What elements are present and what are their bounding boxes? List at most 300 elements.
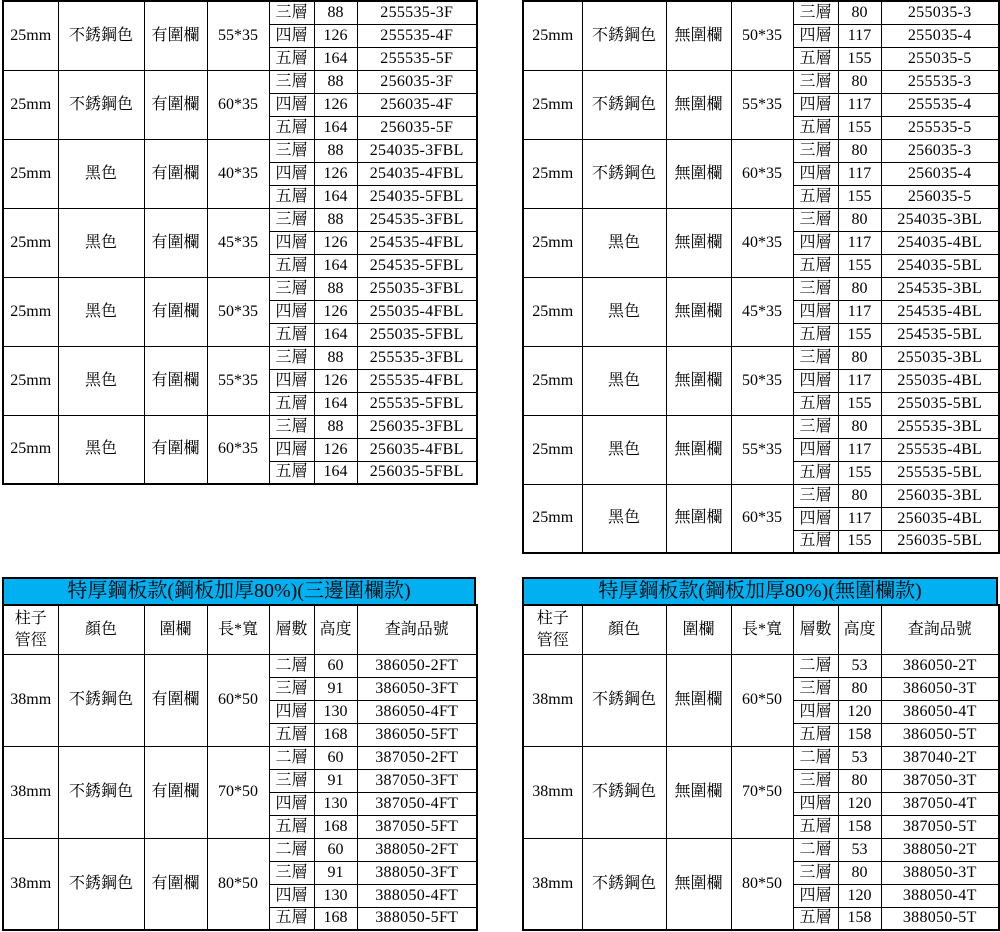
cell-code: 254035-3FBL bbox=[357, 139, 477, 162]
cell-layer: 四層 bbox=[793, 93, 838, 116]
cell-code: 254535-4FBL bbox=[357, 231, 477, 254]
cell-size: 55*35 bbox=[207, 1, 269, 70]
cell-code: 256035-3F bbox=[357, 70, 477, 93]
cell-height: 80 bbox=[838, 769, 881, 792]
table-row bbox=[3, 139, 477, 162]
cell-layer: 三層 bbox=[269, 70, 314, 93]
cell-height: 155 bbox=[838, 323, 881, 346]
cell-color: 黑色 bbox=[582, 208, 666, 277]
cell-layer: 四層 bbox=[269, 24, 314, 47]
cell-layer: 五層 bbox=[793, 530, 838, 553]
cell-pipe-diameter: 25mm bbox=[3, 346, 58, 415]
cell-height: 88 bbox=[314, 208, 357, 231]
cell-layer: 三層 bbox=[793, 415, 838, 438]
header-layers: 層數 bbox=[793, 605, 838, 654]
cell-layer: 五層 bbox=[269, 815, 314, 838]
cell-height: 155 bbox=[838, 47, 881, 70]
cell-height: 80 bbox=[838, 1, 881, 24]
cell-code: 387040-2T bbox=[881, 746, 999, 769]
table-row bbox=[523, 70, 999, 93]
cell-height: 158 bbox=[838, 907, 881, 930]
cell-fence: 無圍欄 bbox=[666, 746, 731, 838]
cell-code: 255535-3 bbox=[881, 70, 999, 93]
cell-height: 126 bbox=[314, 231, 357, 254]
table-row bbox=[523, 208, 999, 231]
cell-layer: 五層 bbox=[793, 907, 838, 930]
cell-code: 254535-4BL bbox=[881, 300, 999, 323]
cell-height: 53 bbox=[838, 838, 881, 861]
cell-layer: 五層 bbox=[793, 723, 838, 746]
cell-height: 164 bbox=[314, 254, 357, 277]
cell-code: 386050-3FT bbox=[357, 677, 477, 700]
cell-code: 256035-3 bbox=[881, 139, 999, 162]
cell-color: 黑色 bbox=[58, 346, 144, 415]
cell-height: 117 bbox=[838, 369, 881, 392]
cell-code: 256035-4 bbox=[881, 162, 999, 185]
cell-layer: 三層 bbox=[269, 346, 314, 369]
cell-fence: 有圍欄 bbox=[144, 746, 207, 838]
header-fence: 圍欄 bbox=[666, 605, 731, 654]
cell-height: 168 bbox=[314, 907, 357, 930]
cell-code: 254535-3BL bbox=[881, 277, 999, 300]
cell-pipe-diameter: 25mm bbox=[523, 415, 582, 484]
cell-layer: 四層 bbox=[269, 231, 314, 254]
cell-size: 60*35 bbox=[207, 415, 269, 484]
cell-height: 155 bbox=[838, 461, 881, 484]
cell-size: 40*35 bbox=[207, 139, 269, 208]
cell-color: 黑色 bbox=[58, 139, 144, 208]
cell-code: 255535-3F bbox=[357, 1, 477, 24]
table-row bbox=[523, 415, 999, 438]
cell-height: 117 bbox=[838, 438, 881, 461]
cell-code: 254035-5FBL bbox=[357, 185, 477, 208]
bottomRight-table bbox=[522, 604, 1000, 931]
cell-code: 255035-5FBL bbox=[357, 323, 477, 346]
cell-height: 117 bbox=[838, 300, 881, 323]
cell-color: 不銹鋼色 bbox=[58, 70, 144, 139]
cell-layer: 三層 bbox=[793, 139, 838, 162]
cell-code: 388050-4T bbox=[881, 884, 999, 907]
header-layers: 層數 bbox=[269, 605, 314, 654]
cell-height: 53 bbox=[838, 746, 881, 769]
cell-color: 黑色 bbox=[582, 346, 666, 415]
cell-code: 255035-5 bbox=[881, 47, 999, 70]
cell-height: 164 bbox=[314, 47, 357, 70]
cell-height: 117 bbox=[838, 162, 881, 185]
cell-code: 256035-4FBL bbox=[357, 438, 477, 461]
cell-layer: 三層 bbox=[793, 70, 838, 93]
cell-pipe-diameter: 38mm bbox=[3, 654, 58, 746]
cell-height: 120 bbox=[838, 700, 881, 723]
table-row bbox=[3, 415, 477, 438]
header-color: 顏色 bbox=[58, 605, 144, 654]
header-pipe-diameter bbox=[523, 605, 582, 654]
cell-code: 388050-3FT bbox=[357, 861, 477, 884]
cell-height: 164 bbox=[314, 392, 357, 415]
cell-code: 388050-5T bbox=[881, 907, 999, 930]
cell-layer: 五層 bbox=[269, 461, 314, 484]
cell-color: 黑色 bbox=[58, 415, 144, 484]
table-row bbox=[523, 277, 999, 300]
cell-pipe-diameter: 25mm bbox=[523, 277, 582, 346]
cell-height: 80 bbox=[838, 70, 881, 93]
cell-layer: 五層 bbox=[269, 323, 314, 346]
cell-color: 不銹鋼色 bbox=[582, 838, 666, 930]
cell-height: 117 bbox=[838, 231, 881, 254]
cell-code: 387050-2FT bbox=[357, 746, 477, 769]
cell-fence: 無圍欄 bbox=[666, 1, 731, 70]
cell-size: 55*35 bbox=[731, 415, 793, 484]
cell-fence: 無圍欄 bbox=[666, 70, 731, 139]
cell-fence: 有圍欄 bbox=[144, 838, 207, 930]
cell-layer: 四層 bbox=[269, 162, 314, 185]
cell-height: 155 bbox=[838, 392, 881, 415]
cell-fence: 無圍欄 bbox=[666, 654, 731, 746]
cell-layer: 五層 bbox=[793, 323, 838, 346]
cell-fence: 有圍欄 bbox=[144, 277, 207, 346]
cell-color: 不銹鋼色 bbox=[58, 838, 144, 930]
cell-pipe-diameter: 38mm bbox=[523, 746, 582, 838]
cell-layer: 四層 bbox=[269, 369, 314, 392]
cell-layer: 四層 bbox=[793, 700, 838, 723]
cell-layer: 五層 bbox=[793, 47, 838, 70]
cell-code: 388050-2FT bbox=[357, 838, 477, 861]
cell-size: 50*35 bbox=[731, 346, 793, 415]
cell-layer: 五層 bbox=[269, 47, 314, 70]
cell-fence: 無圍欄 bbox=[666, 277, 731, 346]
cell-pipe-diameter: 38mm bbox=[3, 746, 58, 838]
cell-pipe-diameter: 38mm bbox=[523, 838, 582, 930]
header-color: 顏色 bbox=[582, 605, 666, 654]
cell-height: 126 bbox=[314, 93, 357, 116]
cell-size: 40*35 bbox=[731, 208, 793, 277]
cell-color: 不銹鋼色 bbox=[58, 1, 144, 70]
cell-size: 70*50 bbox=[207, 746, 269, 838]
cell-fence: 有圍欄 bbox=[144, 70, 207, 139]
cell-code: 254535-3FBL bbox=[357, 208, 477, 231]
table-title-unfenced: 特厚鋼板款(鋼板加厚80%)(無圍欄款) bbox=[522, 577, 998, 604]
table-row bbox=[523, 838, 999, 861]
cell-code: 255035-3FBL bbox=[357, 277, 477, 300]
cell-height: 80 bbox=[838, 861, 881, 884]
header-height: 高度 bbox=[314, 605, 357, 654]
cell-height: 60 bbox=[314, 838, 357, 861]
cell-fence: 無圍欄 bbox=[666, 139, 731, 208]
cell-fence: 有圍欄 bbox=[144, 1, 207, 70]
cell-fence: 無圍欄 bbox=[666, 415, 731, 484]
cell-layer: 三層 bbox=[269, 208, 314, 231]
thick-steel-fenced-panel bbox=[2, 577, 476, 931]
cell-pipe-diameter: 25mm bbox=[523, 208, 582, 277]
cell-code: 256035-3FBL bbox=[357, 415, 477, 438]
cell-layer: 二層 bbox=[269, 838, 314, 861]
cell-size: 70*50 bbox=[731, 746, 793, 838]
cell-layer: 三層 bbox=[793, 1, 838, 24]
cell-code: 255535-3FBL bbox=[357, 346, 477, 369]
cell-color: 不銹鋼色 bbox=[58, 654, 144, 746]
cell-code: 256035-4F bbox=[357, 93, 477, 116]
cell-code: 255535-5BL bbox=[881, 461, 999, 484]
cell-layer: 五層 bbox=[793, 392, 838, 415]
cell-height: 168 bbox=[314, 815, 357, 838]
cell-layer: 二層 bbox=[793, 654, 838, 677]
cell-height: 126 bbox=[314, 438, 357, 461]
cell-code: 255535-5F bbox=[357, 47, 477, 70]
cell-code: 388050-2T bbox=[881, 838, 999, 861]
cell-color: 不銹鋼色 bbox=[582, 746, 666, 838]
cell-layer: 四層 bbox=[793, 884, 838, 907]
cell-code: 256035-4BL bbox=[881, 507, 999, 530]
cell-layer: 五層 bbox=[269, 392, 314, 415]
cell-layer: 二層 bbox=[793, 838, 838, 861]
table-row bbox=[523, 1, 999, 24]
cell-layer: 三層 bbox=[793, 346, 838, 369]
cell-code: 255035-5BL bbox=[881, 392, 999, 415]
bottomLeft-table bbox=[2, 604, 478, 931]
cell-height: 80 bbox=[838, 677, 881, 700]
cell-code: 388050-5FT bbox=[357, 907, 477, 930]
cell-color: 不銹鋼色 bbox=[582, 139, 666, 208]
cell-height: 155 bbox=[838, 530, 881, 553]
cell-code: 255535-4 bbox=[881, 93, 999, 116]
header-size: 長*寬 bbox=[731, 605, 793, 654]
cell-layer: 三層 bbox=[793, 861, 838, 884]
cell-fence: 無圍欄 bbox=[666, 838, 731, 930]
cell-height: 88 bbox=[314, 277, 357, 300]
cell-layer: 五層 bbox=[793, 254, 838, 277]
cell-code: 256035-5F bbox=[357, 116, 477, 139]
header-row bbox=[3, 605, 477, 654]
cell-code: 255535-4BL bbox=[881, 438, 999, 461]
cell-height: 158 bbox=[838, 815, 881, 838]
table-row bbox=[3, 277, 477, 300]
cell-color: 不銹鋼色 bbox=[582, 1, 666, 70]
cell-layer: 五層 bbox=[793, 815, 838, 838]
table-title-fenced: 特厚鋼板款(鋼板加厚80%)(三邊圍欄款) bbox=[2, 577, 476, 604]
cell-layer: 二層 bbox=[269, 654, 314, 677]
cell-layer: 三層 bbox=[793, 769, 838, 792]
cell-code: 386050-2FT bbox=[357, 654, 477, 677]
cell-layer: 五層 bbox=[793, 185, 838, 208]
cell-layer: 四層 bbox=[269, 93, 314, 116]
thick-steel-unfenced-panel bbox=[522, 577, 998, 931]
header-code: 查詢品號 bbox=[357, 605, 477, 654]
cell-layer: 四層 bbox=[793, 792, 838, 815]
header-pipe-line: 管徑 bbox=[536, 631, 569, 649]
cell-layer: 四層 bbox=[269, 300, 314, 323]
cell-height: 126 bbox=[314, 369, 357, 392]
cell-height: 120 bbox=[838, 884, 881, 907]
cell-layer: 三層 bbox=[793, 277, 838, 300]
cell-code: 256035-3BL bbox=[881, 484, 999, 507]
cell-layer: 四層 bbox=[793, 231, 838, 254]
cell-code: 254035-4BL bbox=[881, 231, 999, 254]
cell-height: 80 bbox=[838, 346, 881, 369]
cell-code: 255035-3 bbox=[881, 1, 999, 24]
cell-code: 387050-5T bbox=[881, 815, 999, 838]
cell-layer: 四層 bbox=[269, 792, 314, 815]
cell-color: 黑色 bbox=[58, 208, 144, 277]
cell-code: 386050-4T bbox=[881, 700, 999, 723]
cell-height: 117 bbox=[838, 507, 881, 530]
cell-size: 55*35 bbox=[731, 70, 793, 139]
cell-code: 256035-5FBL bbox=[357, 461, 477, 484]
cell-code: 388050-4FT bbox=[357, 884, 477, 907]
cell-color: 黑色 bbox=[582, 415, 666, 484]
cell-fence: 有圍欄 bbox=[144, 654, 207, 746]
cell-height: 117 bbox=[838, 24, 881, 47]
header-pipe-diameter bbox=[3, 605, 58, 654]
header-size: 長*寬 bbox=[207, 605, 269, 654]
cell-pipe-diameter: 25mm bbox=[3, 208, 58, 277]
cell-size: 55*35 bbox=[207, 346, 269, 415]
cell-layer: 三層 bbox=[793, 484, 838, 507]
cell-height: 88 bbox=[314, 139, 357, 162]
cell-fence: 有圍欄 bbox=[144, 208, 207, 277]
cell-layer: 四層 bbox=[269, 438, 314, 461]
cell-code: 387050-3T bbox=[881, 769, 999, 792]
cell-height: 126 bbox=[314, 300, 357, 323]
cell-code: 255035-4BL bbox=[881, 369, 999, 392]
cell-fence: 無圍欄 bbox=[666, 346, 731, 415]
cell-height: 80 bbox=[838, 484, 881, 507]
cell-layer: 四層 bbox=[793, 507, 838, 530]
cell-pipe-diameter: 25mm bbox=[3, 415, 58, 484]
cell-code: 255035-3BL bbox=[881, 346, 999, 369]
cell-size: 50*35 bbox=[731, 1, 793, 70]
cell-fence: 無圍欄 bbox=[666, 208, 731, 277]
cell-code: 386050-5T bbox=[881, 723, 999, 746]
cell-layer: 四層 bbox=[793, 369, 838, 392]
cell-layer: 二層 bbox=[269, 746, 314, 769]
cell-code: 386050-2T bbox=[881, 654, 999, 677]
cell-height: 80 bbox=[838, 277, 881, 300]
cell-height: 126 bbox=[314, 24, 357, 47]
header-height: 高度 bbox=[838, 605, 881, 654]
cell-code: 387050-5FT bbox=[357, 815, 477, 838]
cell-layer: 三層 bbox=[269, 1, 314, 24]
cell-layer: 四層 bbox=[793, 438, 838, 461]
cell-layer: 四層 bbox=[793, 300, 838, 323]
cell-code: 255035-4FBL bbox=[357, 300, 477, 323]
cell-pipe-diameter: 25mm bbox=[3, 277, 58, 346]
cell-layer: 四層 bbox=[793, 162, 838, 185]
cell-height: 168 bbox=[314, 723, 357, 746]
cell-pipe-diameter: 25mm bbox=[523, 346, 582, 415]
cell-height: 130 bbox=[314, 884, 357, 907]
cell-layer: 三層 bbox=[269, 677, 314, 700]
table-row bbox=[523, 346, 999, 369]
cell-code: 254535-5BL bbox=[881, 323, 999, 346]
cell-code: 386050-3T bbox=[881, 677, 999, 700]
cell-size: 60*50 bbox=[731, 654, 793, 746]
cell-code: 255535-5 bbox=[881, 116, 999, 139]
cell-height: 80 bbox=[838, 139, 881, 162]
table-row bbox=[3, 70, 477, 93]
cell-height: 91 bbox=[314, 677, 357, 700]
cell-fence: 有圍欄 bbox=[144, 139, 207, 208]
header-pipe-line: 柱子 bbox=[14, 610, 47, 628]
cell-layer: 三層 bbox=[269, 769, 314, 792]
cell-fence: 有圍欄 bbox=[144, 415, 207, 484]
cell-height: 88 bbox=[314, 346, 357, 369]
cell-code: 255535-4F bbox=[357, 24, 477, 47]
cell-color: 不銹鋼色 bbox=[58, 746, 144, 838]
cell-layer: 四層 bbox=[269, 700, 314, 723]
table-row bbox=[523, 484, 999, 507]
cell-pipe-diameter: 25mm bbox=[523, 139, 582, 208]
cell-fence: 有圍欄 bbox=[144, 346, 207, 415]
cell-size: 80*50 bbox=[207, 838, 269, 930]
cell-layer: 五層 bbox=[269, 723, 314, 746]
cell-height: 60 bbox=[314, 654, 357, 677]
cell-color: 不銹鋼色 bbox=[582, 654, 666, 746]
cell-pipe-diameter: 25mm bbox=[523, 484, 582, 553]
cell-code: 254035-3BL bbox=[881, 208, 999, 231]
cell-color: 黑色 bbox=[58, 277, 144, 346]
table-row bbox=[3, 1, 477, 24]
header-code: 查詢品號 bbox=[881, 605, 999, 654]
cell-code: 255035-4 bbox=[881, 24, 999, 47]
cell-color: 黑色 bbox=[582, 484, 666, 553]
cell-pipe-diameter: 25mm bbox=[523, 70, 582, 139]
cell-height: 158 bbox=[838, 723, 881, 746]
cell-height: 164 bbox=[314, 185, 357, 208]
cell-size: 60*35 bbox=[731, 484, 793, 553]
cell-code: 386050-5FT bbox=[357, 723, 477, 746]
table-row bbox=[3, 654, 477, 677]
cell-height: 80 bbox=[838, 208, 881, 231]
cell-code: 388050-3T bbox=[881, 861, 999, 884]
cell-height: 91 bbox=[314, 769, 357, 792]
topRight-table bbox=[522, 0, 1000, 554]
cell-code: 254535-5FBL bbox=[357, 254, 477, 277]
cell-height: 91 bbox=[314, 861, 357, 884]
spec-table-25mm-fenced bbox=[2, 0, 476, 485]
cell-pipe-diameter: 25mm bbox=[523, 1, 582, 70]
cell-code: 255535-3BL bbox=[881, 415, 999, 438]
cell-pipe-diameter: 25mm bbox=[3, 139, 58, 208]
cell-size: 80*50 bbox=[731, 838, 793, 930]
cell-layer: 三層 bbox=[793, 677, 838, 700]
cell-color: 不銹鋼色 bbox=[582, 70, 666, 139]
cell-code: 256035-5 bbox=[881, 185, 999, 208]
table-row bbox=[523, 654, 999, 677]
table-row bbox=[3, 208, 477, 231]
cell-size: 50*35 bbox=[207, 277, 269, 346]
topLeft-table bbox=[2, 0, 478, 485]
cell-layer: 五層 bbox=[269, 116, 314, 139]
cell-height: 155 bbox=[838, 185, 881, 208]
cell-height: 120 bbox=[838, 792, 881, 815]
table-row bbox=[3, 746, 477, 769]
cell-code: 387050-4T bbox=[881, 792, 999, 815]
cell-size: 60*35 bbox=[731, 139, 793, 208]
cell-layer: 五層 bbox=[269, 907, 314, 930]
cell-layer: 三層 bbox=[269, 277, 314, 300]
cell-code: 387050-3FT bbox=[357, 769, 477, 792]
cell-layer: 五層 bbox=[269, 254, 314, 277]
header-fence: 圍欄 bbox=[144, 605, 207, 654]
cell-size: 45*35 bbox=[207, 208, 269, 277]
cell-color: 黑色 bbox=[582, 277, 666, 346]
header-row bbox=[523, 605, 999, 654]
cell-layer: 三層 bbox=[269, 415, 314, 438]
cell-layer: 三層 bbox=[269, 139, 314, 162]
cell-code: 254035-4FBL bbox=[357, 162, 477, 185]
cell-height: 164 bbox=[314, 116, 357, 139]
spec-table-25mm-unfenced bbox=[522, 0, 998, 554]
